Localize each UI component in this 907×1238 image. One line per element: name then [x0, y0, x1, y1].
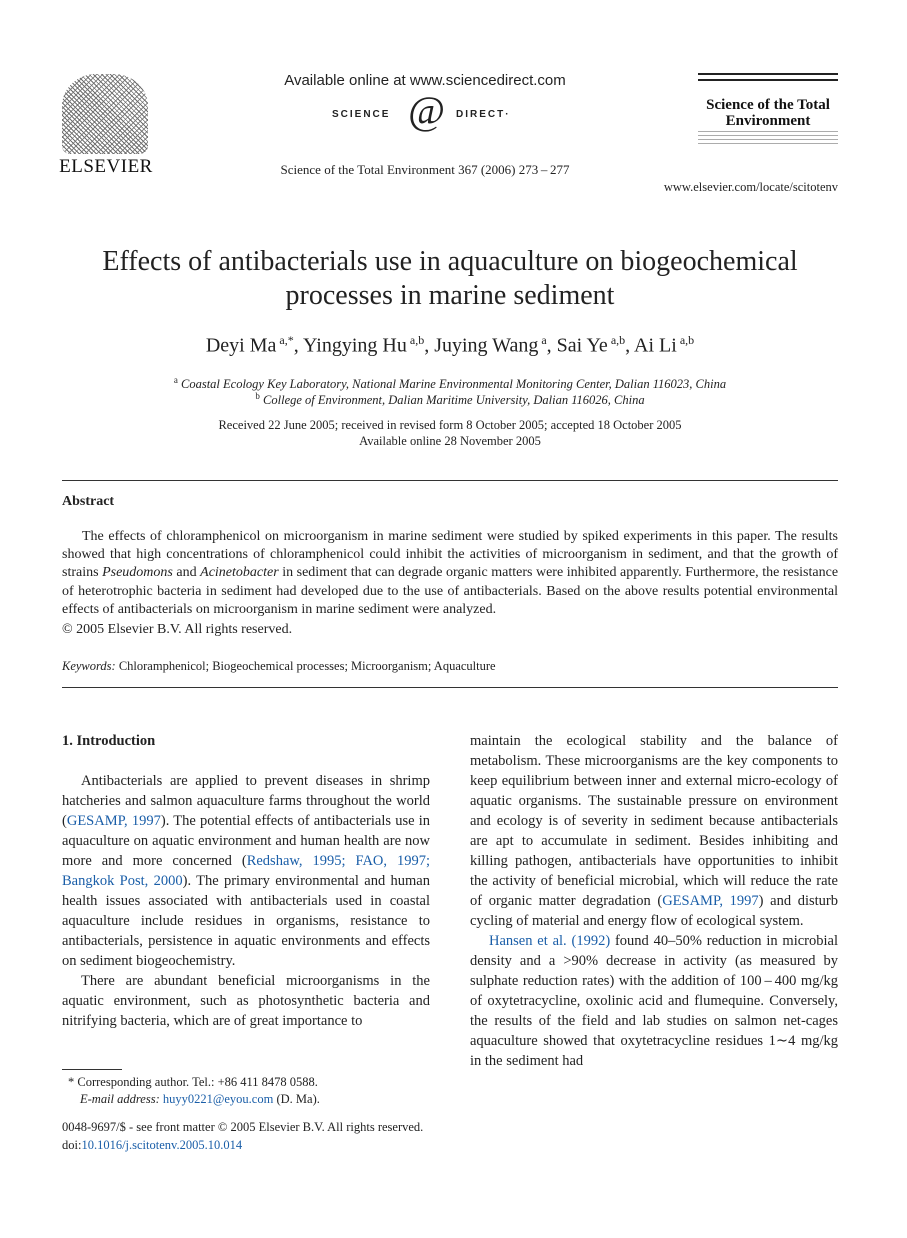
publisher-name: ELSEVIER — [59, 156, 153, 177]
sd-logo-left: SCIENCE — [332, 109, 391, 120]
paragraph: There are abundant beneficial microorganisms in the aquatic environment, such as photosynthetic bacteria and nitrifying bacteria, which are of great importance to — [62, 973, 430, 1029]
keywords: Keywords: Chloramphenicol; Biogeochemical processes; Microorganism; Aquaculture — [62, 659, 496, 673]
sd-at-icon: @ — [408, 88, 445, 133]
available-online-link[interactable]: Available online at www.sciencedirect.com — [284, 72, 566, 89]
author-name[interactable]: Ai Li — [634, 334, 677, 357]
doi-link[interactable]: 10.1016/j.scitotenv.2005.10.014 — [81, 1138, 243, 1152]
author-name[interactable]: Juying Wang — [434, 334, 539, 357]
email-link[interactable]: huyy0221@eyou.com — [162, 1092, 274, 1106]
received-dates: Received 22 June 2005; received in revised form 8 October 2005; accepted 18 October 2005 — [218, 418, 682, 432]
sciencedirect-logo — [300, 88, 550, 135]
affiliation-a: $^a$ Coastal Ecology Key Laboratory, National Marine Environmental Monitoring Center, Dalian 116023, China — [173, 375, 727, 392]
author-list: Deyi Ma $^{a,*}$, Yingying Hu $^{a,b}$, Juying Wang $^a$, Sai Ye $^{a,b}$, Ai Li $^{a,b}$ — [205, 333, 695, 357]
elsevier-tree-icon — [62, 74, 148, 154]
journal-reference: Science of the Total Environment 367 (2006) 273 – 277 — [280, 162, 570, 177]
citation-link[interactable]: Redshaw, 1995; FAO, 1997; Bangkok Post, 2000 — [62, 853, 430, 889]
divider — [62, 687, 838, 688]
paragraph: Hansen et al. (1992) found 40–50% reduction in microbial density and a >90% decrease in activity (as measured by sulphate reduction rates) with the addition of 100 – 400 mg/kg of oxytetracycline, oxolinic acid and flumequine. Conversely, the results of the field and lab studies on salmon net-cages aquaculture showed that oxytetracycline residues 1∼4 mg/kg in the sediment had — [470, 933, 838, 1069]
sd-logo-right: DIRECT· — [456, 109, 511, 120]
footnote-rule — [62, 1069, 122, 1070]
citation-link[interactable]: Hansen et al. (1992) — [489, 933, 611, 949]
affiliation-b: $^b$ College of Environment, Dalian Maritime University, Dalian 116026, China — [255, 391, 645, 408]
issn-line: 0048-9697/$ - see front matter © 2005 Elsevier B.V. All rights reserved. — [62, 1120, 424, 1134]
left-column — [62, 731, 430, 1031]
journal-url[interactable]: www.elsevier.com/locate/scitotenv — [663, 180, 838, 194]
right-column — [470, 731, 838, 1071]
author-name[interactable]: Yingying Hu — [302, 334, 407, 357]
abstract-text: The effects of chloramphenicol on microorganism in marine sediment were studied by spiked experiments in this paper. The results showed that high concentrations of chloramphenicol could inhibit the activities of microorganism in sediment, and that the growth of strains Pseudomons and Acinetobacter in sediment that can degrade organic matters were inhibited apparently. Furthermore, the resistance of heterotrophic bacteria in sediment had developed due to the use of antibacterials. Based on the above results potential environmental effects of antibacterials on microorganism in marine sediment were analyzed. — [62, 529, 839, 617]
corresponding-author-note: * Corresponding author. Tel.: +86 411 8478 0588. — [68, 1075, 318, 1089]
abstract-copyright: © 2005 Elsevier B.V. All rights reserved. — [62, 622, 293, 637]
citation-link[interactable]: GESAMP, 1997 — [662, 893, 759, 909]
elsevier-logo — [58, 74, 154, 178]
abstract-heading: Abstract — [62, 494, 115, 509]
journal-logo-rules — [698, 73, 838, 85]
article-title: Effects of antibacterials use in aquaculture on biogeochemical processes in marine sediment — [102, 246, 798, 311]
journal-logo-subtitle-graphic — [698, 131, 838, 145]
author-name[interactable]: Deyi Ma — [205, 334, 277, 357]
doi-line: doi:10.1016/j.scitotenv.2005.10.014 — [62, 1138, 243, 1152]
author-name[interactable]: Sai Ye — [556, 334, 608, 357]
available-date: Available online 28 November 2005 — [359, 434, 541, 448]
journal-logo-title: Science of the Total Environment — [706, 97, 830, 129]
divider — [62, 480, 838, 481]
email-note: E-mail address: huyy0221@eyou.com (D. Ma). — [80, 1092, 320, 1106]
citation-link[interactable]: GESAMP, 1997 — [66, 813, 161, 829]
paragraph: maintain the ecological stability and the balance of metabolism. These microorganisms are the key components to keep equilibrium between inner and external micro-ecology of aquatic organisms. The sustainable pressure on environment and ecology is of severity in sediment because antibacterials are apt to accumulate in sediment. Besides inhibiting and killing pathogen, antibacterials have opportunities to inhibit the activity of beneficial microbial, which will reduce the rate of organic matter degradation (GESAMP, 1997) and disturb cycling of material and energy flow of ecological system. — [470, 733, 839, 929]
paragraph: Antibacterials are applied to prevent diseases in shrimp hatcheries and salmon aquaculture farms throughout the world (GESAMP, 1997). The potential effects of antibacterials use in aquaculture on aquatic environment and human health are now more and more concerned (Redshaw, 1995; FAO, 1997; Bangkok Post, 2000). The primary environmental and human health issues associated with antibacterials used in coastal aquaculture include residues in organisms, resistance to antibacterials, persistence in aquatic environments and effects on sediment biogeochemistry. — [62, 773, 430, 969]
section-heading: 1. Introduction — [62, 733, 156, 749]
